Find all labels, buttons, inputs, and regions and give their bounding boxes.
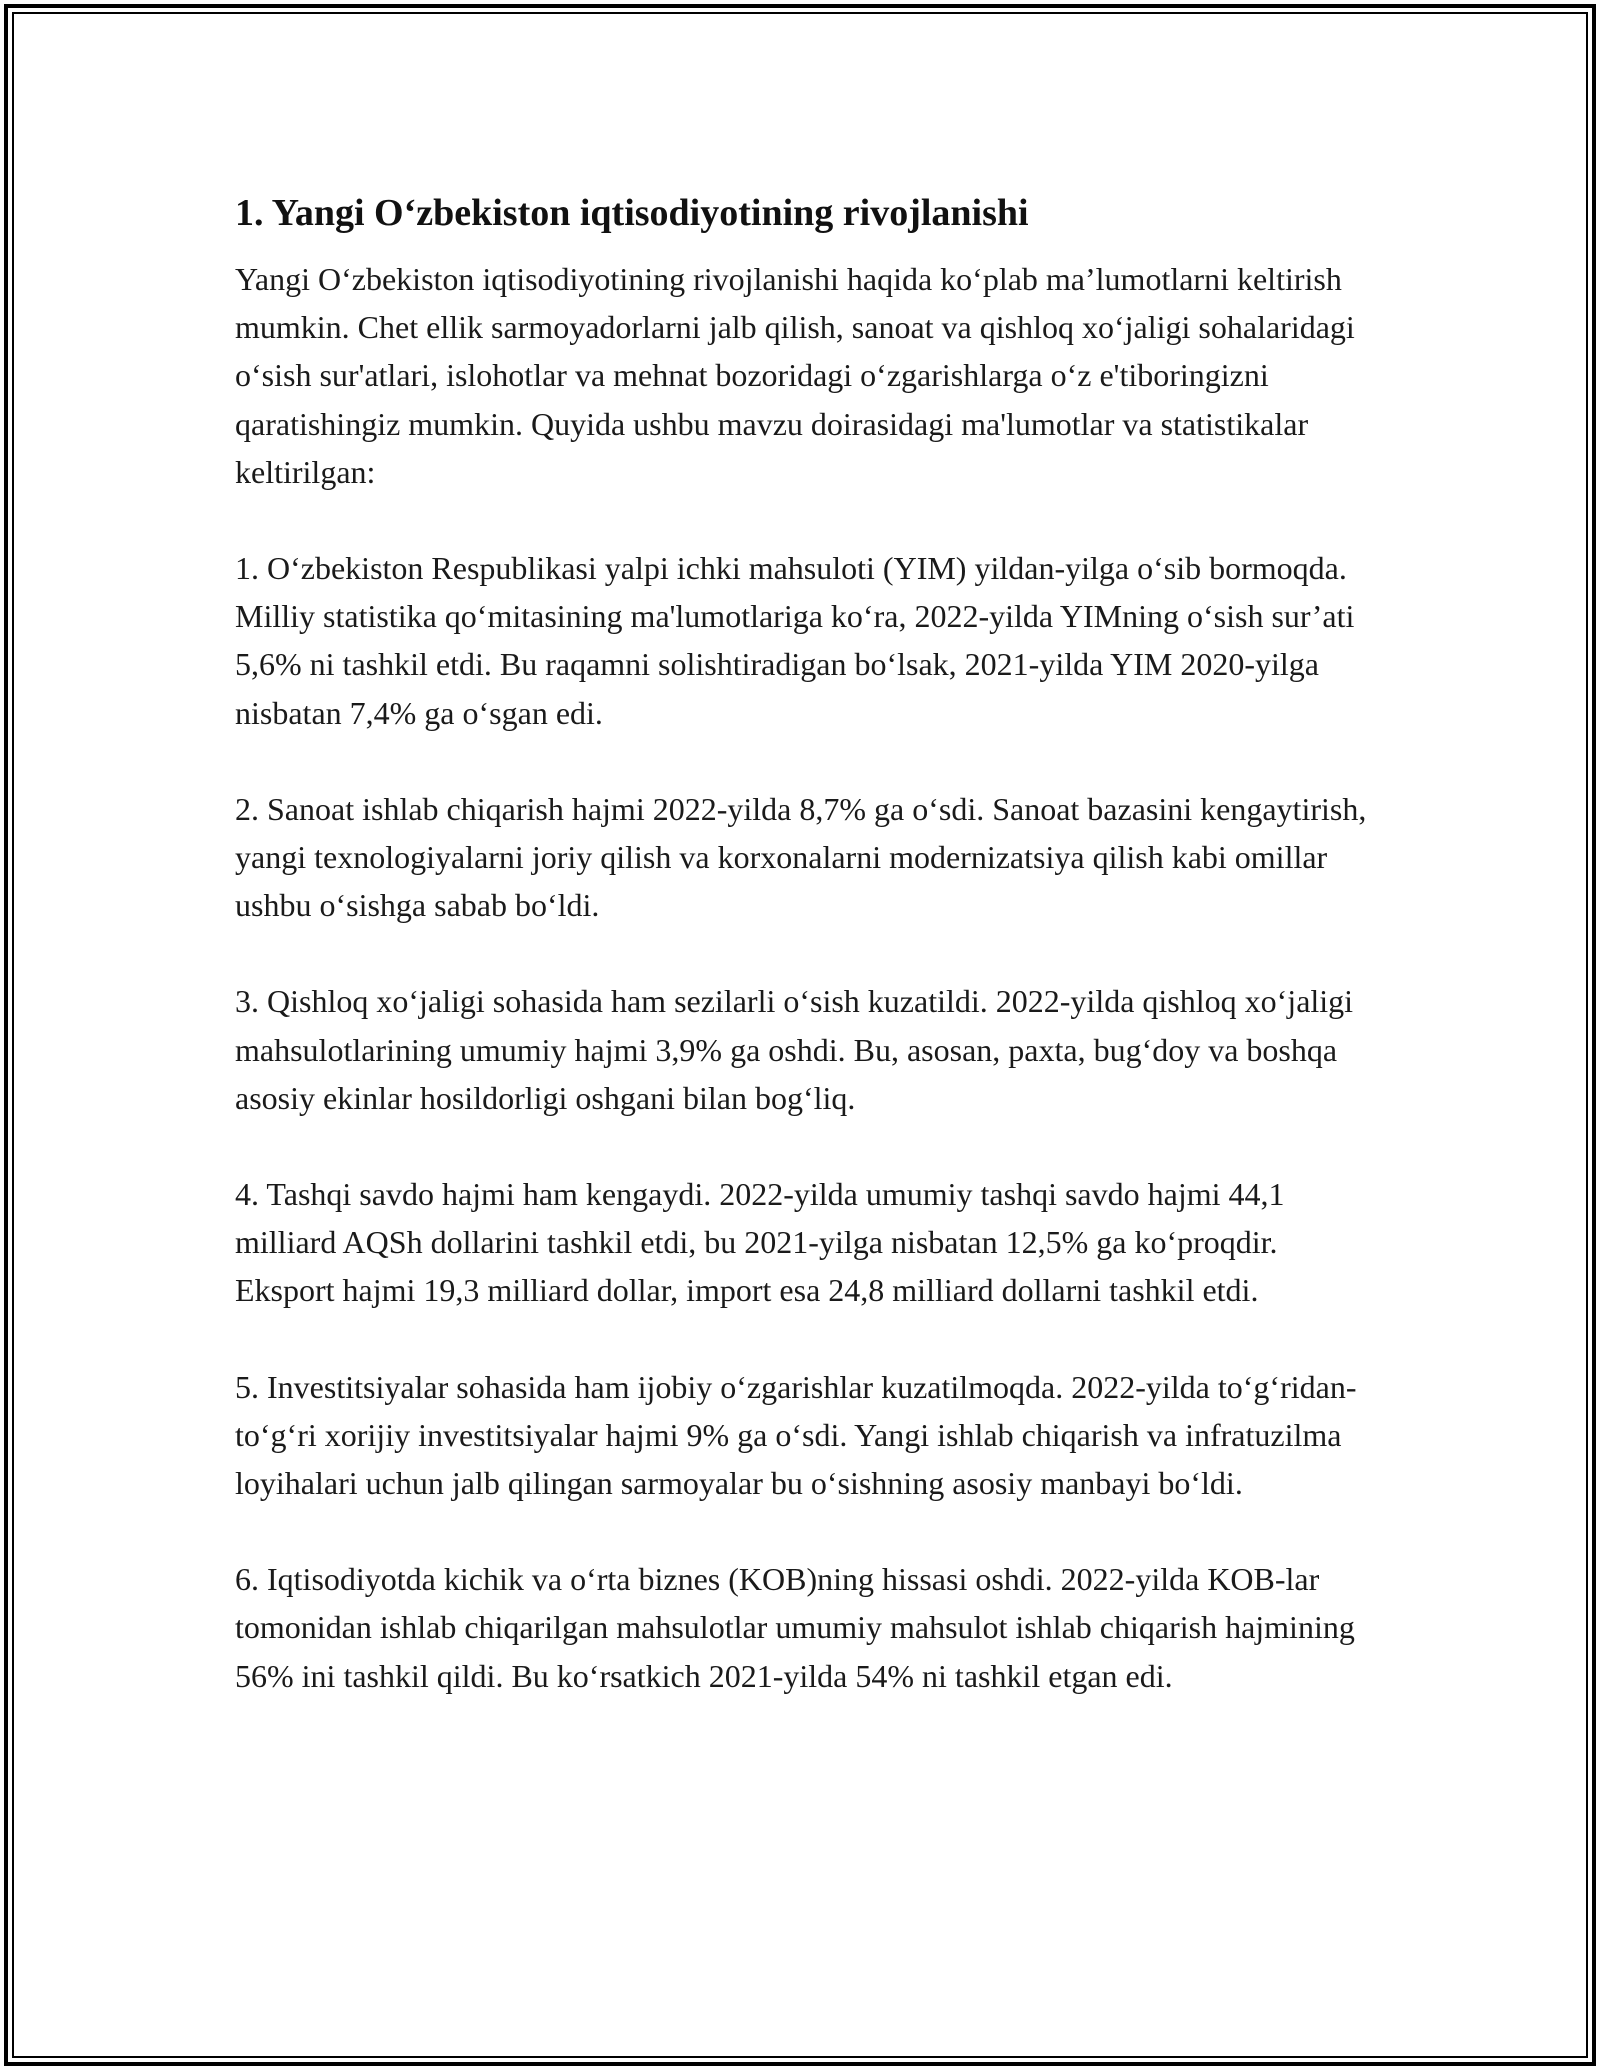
paragraph-gdp: 1. O‘zbekiston Respublikasi yalpi ichki mahsuloti (YIM) yildan-yilga o‘sib bormoqda. Milliy statistika qo‘mitasining ma'lumotlariga ko‘ra, 2022-yilda YIMning o‘sish sur’ati 5,6% ni tashkil etdi. Bu raqamni solishtiradigan bo‘lsak, 2021-yilda YIM 2020-yilga nisbatan 7,4% ga o‘sgan edi.: [235, 550, 1355, 731]
document-body: [235, 185, 1375, 1748]
paragraph-sme: 6. Iqtisodiyotda kichik va o‘rta biznes (KOB)ning hissasi oshdi. 2022-yilda KOB-lar tomonidan ishlab chiqarilgan mahsulotlar umumiy mahsulot ishlab chiqarish hajmining 56% ini tashkil qildi. Bu ko‘rsatkich 2021-yilda 54% ni tashkil etgan edi.: [235, 1561, 1355, 1694]
paragraph-investment: 5. Investitsiyalar sohasida ham ijobiy o‘zgarishlar kuzatilmoqda. 2022-yilda to‘g‘ridan-to‘g‘ri xorijiy investitsiyalar hajmi 9% ga o‘sdi. Yangi ishlab chiqarish va infratuzilma loyihalari uchun jalb qilingan sarmoyalar bu o‘sishning asosiy manbayi bo‘ldi.: [235, 1368, 1357, 1502]
document-title: 1. Yangi O‘zbekiston iqtisodiyotining rivojlanishi: [235, 192, 1029, 234]
paragraph-trade: 4. Tashqi savdo hajmi ham kengaydi. 2022-yilda umumiy tashqi savdo hajmi 44,1 milliard AQSh dollarini tashkil etdi, bu 2021-yilga nisbatan 12,5% ga ko‘proqdir. Eksport hajmi 19,3 milliard dollar, import esa 24,8 milliard dollarni tashkil etdi.: [235, 1176, 1285, 1309]
intro-paragraph: Yangi O‘zbekiston iqtisodiyotining rivojlanishi haqida ko‘plab ma’lumotlarni keltirish mumkin. Chet ellik sarmoyadorlarni jalb qilish, sanoat va qishloq xo‘jaligi sohalaridagi o‘sish sur'atlari, islohotlar va mehnat bozoridagi o‘zgarishlarga o‘z e'tiboringizni qaratishingiz mumkin. Quyida ushbu mavzu doirasidagi ma'lumotlar va statistikalar keltirilgan:: [235, 261, 1355, 490]
paragraph-agriculture: 3. Qishloq xo‘jaligi sohasida ham sezilarli o‘sish kuzatildi. 2022-yilda qishloq xo‘jaligi mahsulotlarining umumiy hajmi 3,9% ga oshdi. Bu, asosan, paxta, bug‘doy va boshqa asosiy ekinlar hosildorligi oshgani bilan bog‘liq.: [235, 983, 1354, 1116]
paragraph-industry: 2. Sanoat ishlab chiqarish hajmi 2022-yilda 8,7% ga o‘sdi. Sanoat bazasini kengaytirish, yangi texnologiyalarni joriy qilish va korxonalarni modernizatsiya qilish kabi omillar ushbu o‘sishga sabab bo‘ldi.: [235, 790, 1367, 924]
